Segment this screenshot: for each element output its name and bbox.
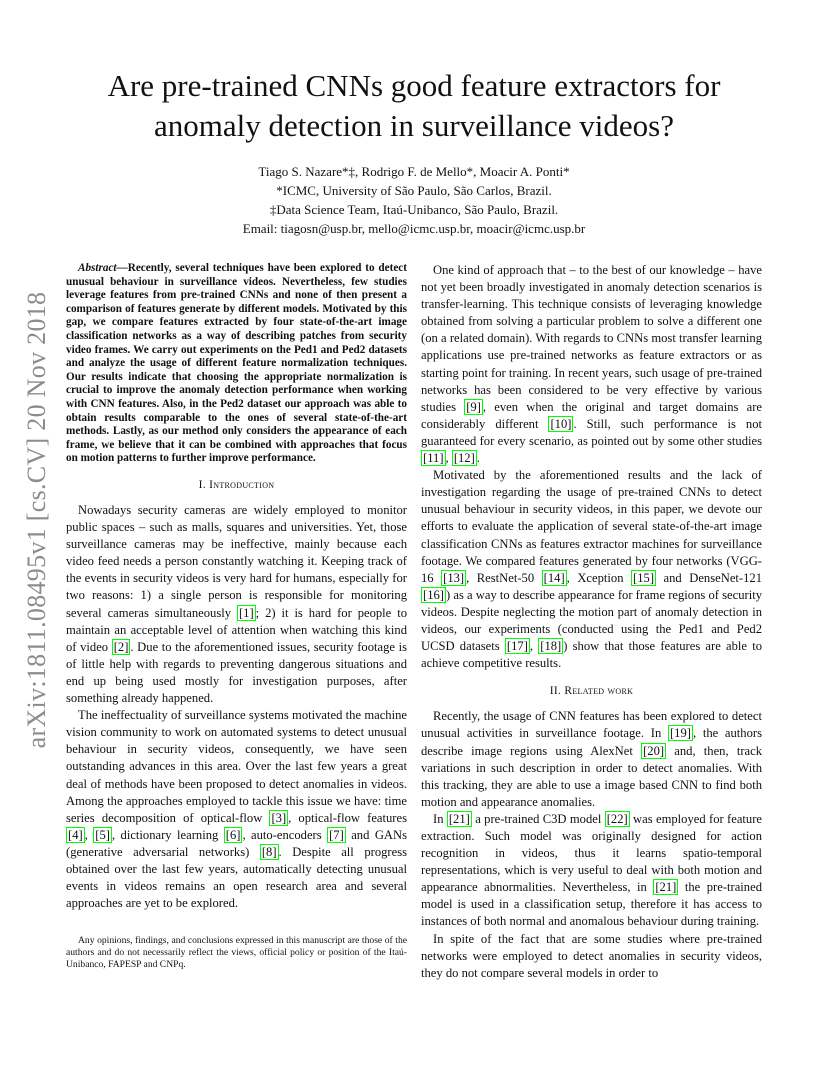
paragraph-text: Recently, the usage of CNN features has been explored to detect unusual activities in surveillance footage. In (421, 709, 762, 741)
body-paragraph (421, 262, 762, 467)
section-heading-related-work: II. Related work (549, 685, 634, 698)
body-paragraph (421, 931, 762, 982)
paragraph-text: and, then, track variations in such description in order to detect anomalies. With this tracking, they are able to use a image based CNN to find both motion and appearance anomalies. (421, 743, 762, 809)
intro-paragraph (66, 707, 407, 912)
citation-link[interactable]: [21] (655, 880, 677, 895)
citation-link[interactable]: [18] (540, 639, 562, 654)
paragraph-text: . Despite all progress obtained over the last few years, automatically detecting unusual events in videos remains an open research area and several approaches are yet to be explored. (66, 844, 408, 911)
abstract-text: —Recently, several techniques have been explored to detect unusual behaviour in surveillance videos. Nevertheless, few studies leverage features from pre-trained CNNs and none of then present a comparison of features generate by different models. Motivated by this gap, we compare features extracted by four state-of-the-art image classification networks as a way of describing patches from security video frames. We carry out experiments on the Ped1 and Ped2 datasets and analyze the usage of different feature normalization techniques. Our results indicate that choosing the appropriate normalization is crucial to improve the anomaly detection performance when working with CNN features. Also, in the Ped2 dataset our approach was able to obtain results comparable to the ones of several state-of-the-art methods. Lastly, as our method only considers the appearance of each frame, we believe that it can be combined with approaches that focus on motion patterns to further improve performance. (66, 262, 407, 465)
paragraph-text: Nowadays security cameras are widely employed to monitor public spaces – such as malls, squares and universities. Yet, those surveillance cameras may be ineffective, mainly because each video feed needs a person constantly watching it. Keeping track of the events in security videos is very hard for humans, especially for two reasons: 1) a single person is responsible for monitoring several cameras simultaneously (66, 503, 407, 620)
body-paragraph (421, 467, 762, 672)
arxiv-id: arXiv:1811.08495v1 [cs.CV] 20 Nov 2018 (22, 291, 51, 749)
arxiv-watermark (12, 280, 62, 760)
citation-link[interactable]: [17] (506, 639, 528, 654)
paragraph-text: Motivated by the aforementioned results and the lack of investigation regarding the usage of pre-trained CNNs to detect unusual behaviour in security videos, in this paper, we devote our efforts to evaluate the application of several state-of-the-art image classification CNNs as features extractor machines for surveillance footage. We compared features generated by four networks (VGG-16 (421, 468, 762, 585)
paragraph-text: One kind of approach that – to the best of our knowledge – have not yet been broadly investigated in anomaly detection scenarios is transfer-learning. This technique consists of leveraging knowledge obtained from solving a particular problem to solve a different one (on a related domain). With regards to CNNs most transfer learning applications use pre-trained networks as feature extractors or as starting point for training. In recent years, such usage of pre-trained networks has been considered to be very effective by various studies (421, 263, 762, 414)
paragraph-text: and GANs (generative adversarial networks) (66, 827, 408, 859)
paragraph-text: ) as a way to describe appearance for frame regions of security videos. Despite neglecting the motion part of anomaly detection in videos, our experiments (conducted using the Ped1 and Ped2 UCSD datasets (421, 587, 762, 654)
paragraph-text: ; 2) it is hard for people to maintain an acceptable level of attention when watching this kind of video (66, 605, 407, 654)
paragraph-text: and DenseNet-121 (656, 570, 762, 585)
citation-link[interactable]: [7] (329, 827, 344, 842)
paragraph-text: , optical-flow features (288, 810, 407, 825)
paragraph-text: , dictionary learning (111, 827, 224, 842)
paragraph-text: , the authors describe image regions using AlexNet (421, 726, 762, 758)
abstract-label: Abstract (78, 262, 117, 274)
paragraph-text: , (84, 827, 94, 842)
paragraph-text: . (476, 451, 480, 466)
citation-link[interactable]: [5] (95, 827, 110, 842)
citation-link[interactable]: [12] (453, 451, 475, 466)
body-paragraph (421, 811, 762, 931)
affiliation-1: *ICMC, University of São Paulo, São Carlos, Brazil. (276, 183, 552, 198)
paragraph-text: In (433, 811, 447, 826)
author-names: Tiago S. Nazare*‡, Rodrigo F. de Mello*, Moacir A. Ponti* (258, 164, 570, 179)
citation-link[interactable]: [3] (271, 810, 287, 825)
paragraph-text: , (529, 639, 539, 654)
body-paragraph (421, 708, 762, 811)
citation-link[interactable]: [9] (466, 399, 481, 414)
citation-link[interactable]: [11] (423, 451, 444, 466)
citation-link[interactable]: [6] (225, 827, 241, 842)
paragraph-text: the pre-trained model is used in a classification setup, therefore it has access to instances of both normal and anomalous behaviour during training. (421, 880, 762, 929)
intro-paragraph (66, 502, 407, 707)
citation-link[interactable]: [15] (633, 570, 655, 585)
paragraph-text: was employed for feature extraction. Such model was originally designed for action recognition in videos, thus it learns spatio-temporal representations, which is very useful to deal with both motion and appearance abnormalities. Nevertheless, in (421, 811, 763, 895)
paragraph-text: , even when the original and target domains are considerably different (421, 399, 762, 431)
citation-link[interactable]: [1] (238, 605, 254, 620)
citation-link[interactable]: [13] (443, 570, 465, 585)
right-column (421, 262, 762, 982)
author-block (60, 162, 768, 238)
affiliation-2: ‡Data Science Team, Itaú-Unibanco, São Paulo, Brazil. (269, 202, 559, 217)
paragraph-text: . Still, such performance is not guaranteed for every scenario, as pointed out by some other studies (421, 416, 762, 448)
citation-link[interactable]: [20] (643, 743, 665, 758)
paragraph-text: . Due to the aforementioned issues, security footage is of little help with regards to preventing dangerous situations and end up being used mostly for investigation purposes, after something already happened. (66, 639, 407, 706)
paragraph-text: , (445, 451, 452, 466)
citation-link[interactable]: [22] (606, 811, 628, 826)
citation-link[interactable]: [10] (550, 416, 572, 431)
paragraph-text: In spite of the fact that are some studies where pre-trained networks were employed to detect anomalies in security videos, they do not compare several models in order to (421, 931, 762, 980)
paper-title: Are pre-trained CNNs good feature extractors for anomaly detection in surveillance videos? (107, 68, 721, 143)
citation-link[interactable]: [19] (669, 726, 691, 741)
citation-link[interactable]: [4] (68, 827, 83, 842)
paragraph-text: , auto-encoders (242, 827, 328, 842)
author-emails: Email: tiagosn@usp.br, mello@icmc.usp.br, moacir@icmc.usp.br (242, 221, 586, 236)
left-column (66, 262, 407, 912)
abstract (66, 262, 407, 466)
paragraph-text: a pre-trained C3D model (471, 811, 605, 826)
paragraph-text: , RestNet-50 (466, 570, 542, 585)
citation-link[interactable]: [14] (543, 570, 565, 585)
paragraph-text: The ineffectuality of surveillance systems motivated the machine vision community to work on automated systems to detect unusual behaviour in security videos, consequently, we have seen outstanding advances in this area. Over the last few years a great deal of methods have been proposed to detect anomalies in videos. Among the approaches employed to tackle this issue we have: time series decomposition of optical-flow (66, 708, 407, 825)
paragraph-text: , Xception (566, 570, 632, 585)
footnote: Any opinions, findings, and conclusions expressed in this manuscript are those of the authors and do not necessarily reflect the views, official policy or position of the Itaú-Unibanco, FAPESP and CNPq. (66, 935, 407, 971)
citation-link[interactable]: [2] (113, 639, 129, 654)
citation-link[interactable]: [8] (261, 844, 277, 859)
section-heading-introduction: I. Introduction (198, 478, 275, 491)
citation-link[interactable]: [16] (423, 587, 444, 602)
citation-link[interactable]: [21] (448, 811, 470, 826)
paragraph-text: ) show that those features are able to achieve competitive results. (421, 639, 763, 671)
